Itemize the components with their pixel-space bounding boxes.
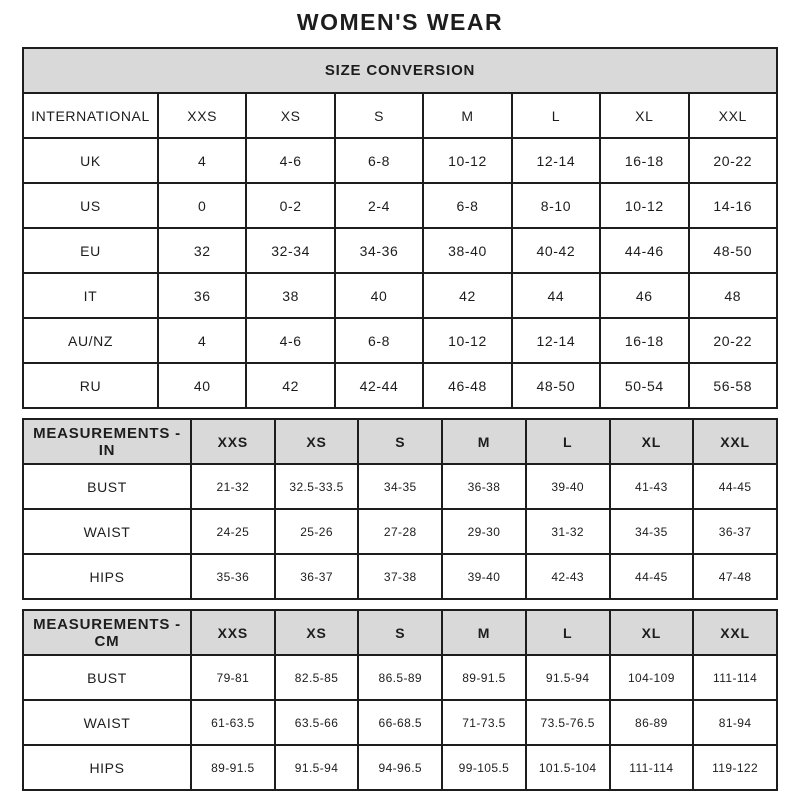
table-row — [23, 228, 777, 273]
table-cell: 2-4 — [335, 183, 423, 228]
table-cell: 10-12 — [423, 318, 511, 363]
column-header: XXL — [689, 93, 777, 138]
table-cell: 20-22 — [689, 138, 777, 183]
row-label: UK — [23, 138, 158, 183]
row-label: RU — [23, 363, 158, 408]
table-cell: 37-38 — [358, 554, 442, 599]
table-row — [23, 509, 777, 554]
table-cell: 41-43 — [610, 464, 694, 509]
row-label: HIPS — [23, 745, 191, 790]
table-cell: 39-40 — [442, 554, 526, 599]
table-cell: 40-42 — [512, 228, 600, 273]
column-header: XL — [610, 610, 694, 655]
measurements-in-table — [22, 418, 778, 600]
table-cell: 21-32 — [191, 464, 275, 509]
table-cell: 38-40 — [423, 228, 511, 273]
table-cell: 32.5-33.5 — [275, 464, 359, 509]
column-header: S — [335, 93, 423, 138]
table-cell: 81-94 — [693, 700, 777, 745]
table-cell: 4-6 — [246, 138, 334, 183]
table-cell: 4-6 — [246, 318, 334, 363]
table-cell: 6-8 — [335, 318, 423, 363]
table-cell: 44-45 — [610, 554, 694, 599]
column-header: XS — [246, 93, 334, 138]
column-header: XS — [275, 419, 359, 464]
column-header: S — [358, 419, 442, 464]
table-row — [23, 183, 777, 228]
column-header: M — [442, 419, 526, 464]
table-cell: 91.5-94 — [526, 655, 610, 700]
column-header: XS — [275, 610, 359, 655]
table-cell: 44-45 — [693, 464, 777, 509]
table-cell: 48-50 — [689, 228, 777, 273]
table-cell: 46 — [600, 273, 688, 318]
table-cell: 27-28 — [358, 509, 442, 554]
row-label: WAIST — [23, 509, 191, 554]
table-cell: 36-38 — [442, 464, 526, 509]
size-conversion-column-header-row — [23, 93, 777, 138]
table-cell: 48 — [689, 273, 777, 318]
table-cell: 39-40 — [526, 464, 610, 509]
column-header: M — [442, 610, 526, 655]
size-conversion-table — [22, 47, 778, 409]
table-row — [23, 700, 777, 745]
table-cell: 12-14 — [512, 138, 600, 183]
measurements-in-header-row — [23, 419, 777, 464]
table-cell: 119-122 — [693, 745, 777, 790]
table-cell: 32-34 — [246, 228, 334, 273]
table-cell: 36-37 — [275, 554, 359, 599]
table-cell: 29-30 — [442, 509, 526, 554]
row-label: IT — [23, 273, 158, 318]
table-cell: 48-50 — [512, 363, 600, 408]
table-cell: 47-48 — [693, 554, 777, 599]
column-header: XL — [610, 419, 694, 464]
row-label: WAIST — [23, 700, 191, 745]
table-cell: 16-18 — [600, 138, 688, 183]
table-cell: 34-35 — [610, 509, 694, 554]
table-cell: 91.5-94 — [275, 745, 359, 790]
table-cell: 42 — [423, 273, 511, 318]
table-cell: 46-48 — [423, 363, 511, 408]
table-cell: 32 — [158, 228, 246, 273]
table-row — [23, 318, 777, 363]
table-cell: 63.5-66 — [275, 700, 359, 745]
column-header: L — [526, 419, 610, 464]
column-header: INTERNATIONAL — [23, 93, 158, 138]
table-cell: 89-91.5 — [191, 745, 275, 790]
table-row — [23, 554, 777, 599]
table-cell: 79-81 — [191, 655, 275, 700]
table-cell: 50-54 — [600, 363, 688, 408]
table-row — [23, 655, 777, 700]
table-cell: 6-8 — [335, 138, 423, 183]
table-cell: 25-26 — [275, 509, 359, 554]
table-row — [23, 745, 777, 790]
size-conversion-title: SIZE CONVERSION — [23, 48, 777, 93]
table-cell: 36-37 — [693, 509, 777, 554]
table-row — [23, 464, 777, 509]
column-header: XXS — [191, 419, 275, 464]
table-cell: 14-16 — [689, 183, 777, 228]
table-cell: 99-105.5 — [442, 745, 526, 790]
table-cell: 111-114 — [693, 655, 777, 700]
table-cell: 66-68.5 — [358, 700, 442, 745]
table-cell: 40 — [335, 273, 423, 318]
table-row — [23, 273, 777, 318]
column-header: L — [512, 93, 600, 138]
row-label: HIPS — [23, 554, 191, 599]
row-label: US — [23, 183, 158, 228]
column-header: S — [358, 610, 442, 655]
table-cell: 82.5-85 — [275, 655, 359, 700]
row-label: BUST — [23, 655, 191, 700]
measurements-in-title: MEASUREMENTS - IN — [23, 419, 191, 464]
table-cell: 44 — [512, 273, 600, 318]
table-cell: 4 — [158, 318, 246, 363]
table-cell: 0-2 — [246, 183, 334, 228]
measurements-cm-title: MEASUREMENTS - CM — [23, 610, 191, 655]
table-cell: 20-22 — [689, 318, 777, 363]
table-cell: 16-18 — [600, 318, 688, 363]
row-label: BUST — [23, 464, 191, 509]
table-cell: 71-73.5 — [442, 700, 526, 745]
page-title: WOMEN'S WEAR — [296, 9, 504, 35]
table-cell: 12-14 — [512, 318, 600, 363]
table-cell: 6-8 — [423, 183, 511, 228]
table-cell: 34-35 — [358, 464, 442, 509]
table-cell: 104-109 — [610, 655, 694, 700]
table-cell: 42-44 — [335, 363, 423, 408]
table-cell: 94-96.5 — [358, 745, 442, 790]
table-cell: 4 — [158, 138, 246, 183]
row-label: EU — [23, 228, 158, 273]
table-cell: 0 — [158, 183, 246, 228]
table-cell: 40 — [158, 363, 246, 408]
column-header: XXS — [158, 93, 246, 138]
table-cell: 101.5-104 — [526, 745, 610, 790]
table-cell: 89-91.5 — [442, 655, 526, 700]
table-cell: 10-12 — [600, 183, 688, 228]
measurements-cm-header-row — [23, 610, 777, 655]
column-header: L — [526, 610, 610, 655]
table-cell: 10-12 — [423, 138, 511, 183]
table-cell: 73.5-76.5 — [526, 700, 610, 745]
table-cell: 42 — [246, 363, 334, 408]
column-header: XL — [600, 93, 688, 138]
column-header: XXL — [693, 419, 777, 464]
table-row — [23, 363, 777, 408]
table-cell: 56-58 — [689, 363, 777, 408]
table-cell: 61-63.5 — [191, 700, 275, 745]
table-cell: 24-25 — [191, 509, 275, 554]
table-row — [23, 138, 777, 183]
table-cell: 38 — [246, 273, 334, 318]
column-header: XXS — [191, 610, 275, 655]
table-cell: 35-36 — [191, 554, 275, 599]
row-label: AU/NZ — [23, 318, 158, 363]
table-cell: 31-32 — [526, 509, 610, 554]
measurements-cm-table — [22, 609, 778, 791]
column-header: XXL — [693, 610, 777, 655]
size-conversion-title-row — [23, 48, 777, 93]
table-cell: 86-89 — [610, 700, 694, 745]
table-cell: 8-10 — [512, 183, 600, 228]
column-header: M — [423, 93, 511, 138]
table-cell: 34-36 — [335, 228, 423, 273]
table-cell: 42-43 — [526, 554, 610, 599]
table-cell: 44-46 — [600, 228, 688, 273]
table-cell: 36 — [158, 273, 246, 318]
table-cell: 111-114 — [610, 745, 694, 790]
table-cell: 86.5-89 — [358, 655, 442, 700]
